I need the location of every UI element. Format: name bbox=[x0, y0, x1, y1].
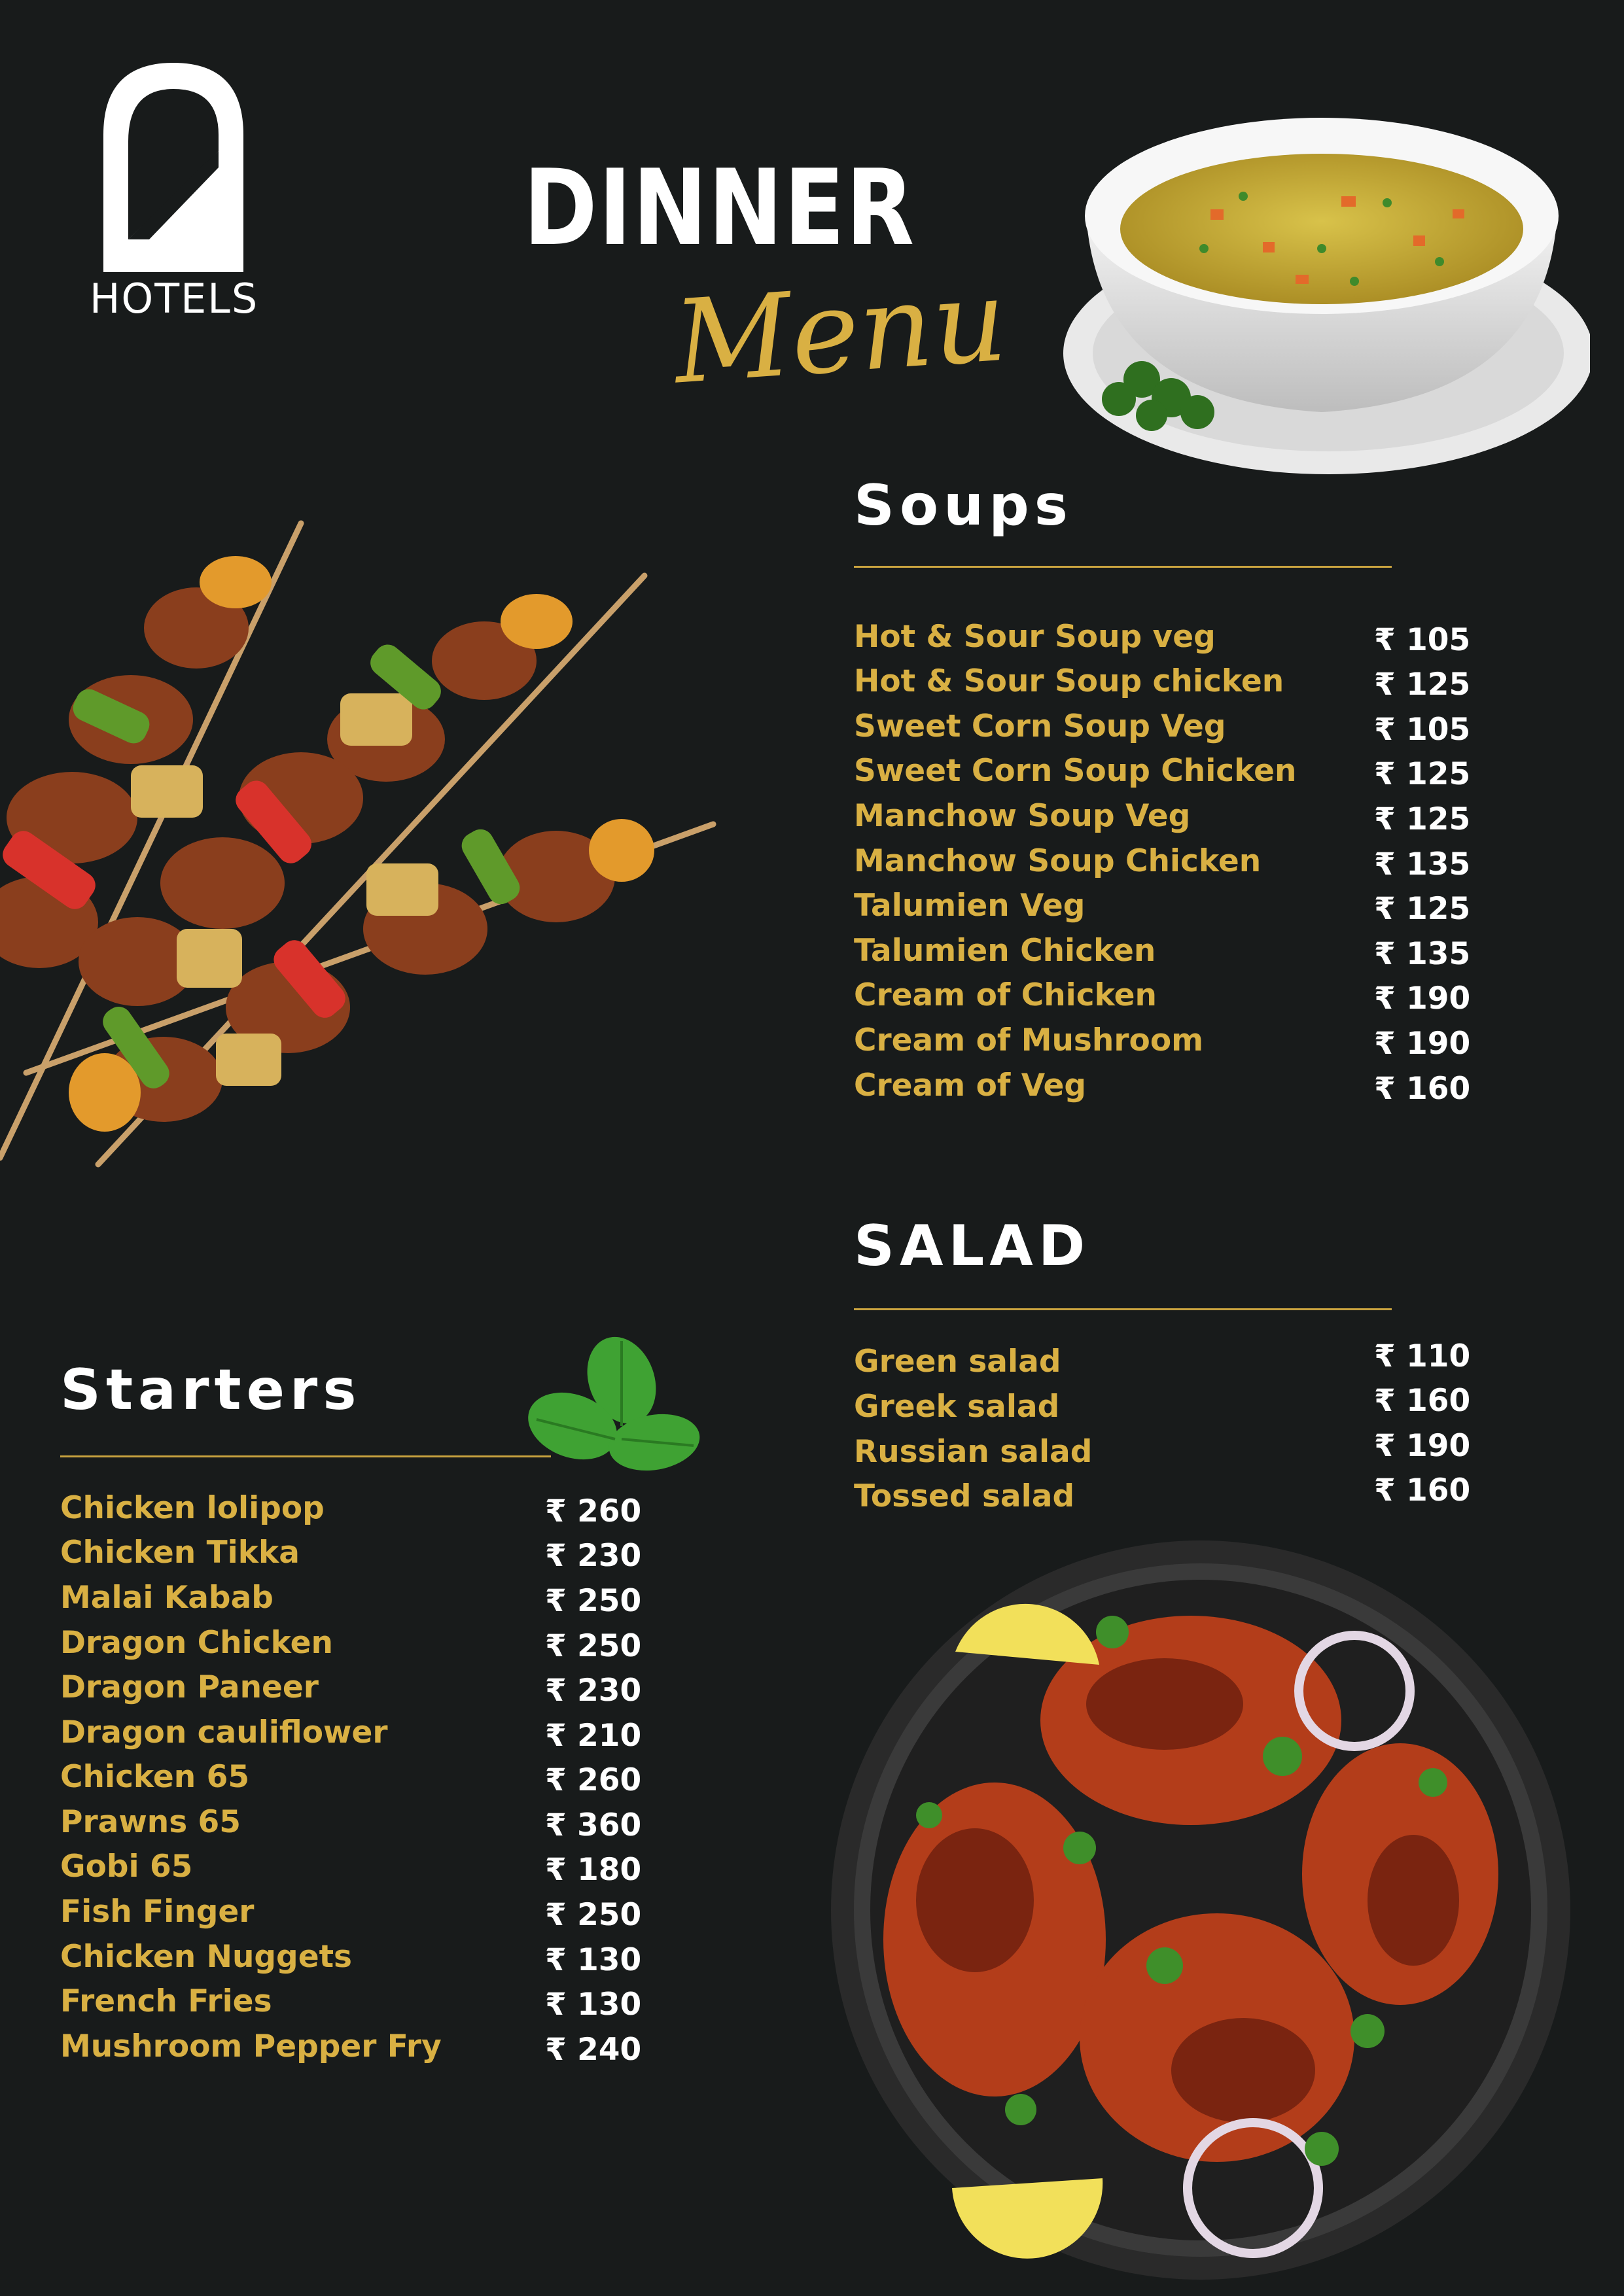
soup-item-name: Talumien Veg bbox=[854, 888, 1086, 924]
starter-item-price: ₹ 130 bbox=[545, 1942, 642, 1978]
soup-item-price: ₹ 125 bbox=[1374, 756, 1471, 792]
soup-item-price: ₹ 190 bbox=[1374, 981, 1471, 1017]
soup-item-name: Cream of Veg bbox=[854, 1068, 1087, 1104]
starter-item-price: ₹ 260 bbox=[545, 1762, 642, 1798]
kebab-skewers-image bbox=[0, 510, 726, 1204]
soup-item-price: ₹ 105 bbox=[1374, 622, 1471, 658]
starter-item-name: Prawns 65 bbox=[60, 1804, 241, 1840]
salad-item-name: Green salad bbox=[854, 1344, 1061, 1380]
soup-item-name: Cream of Chicken bbox=[854, 977, 1157, 1013]
soup-item-name: Sweet Corn Soup Veg bbox=[854, 708, 1226, 744]
starter-item-name: Chicken Tikka bbox=[60, 1535, 300, 1571]
soup-item-name: Hot & Sour Soup veg bbox=[854, 619, 1216, 655]
salad-item-name: Tossed salad bbox=[854, 1478, 1075, 1514]
salad-item-name: Greek salad bbox=[854, 1389, 1060, 1425]
starter-item-price: ₹ 250 bbox=[545, 1897, 642, 1933]
salad-heading: SALAD bbox=[854, 1213, 1091, 1279]
soup-item-name: Cream of Mushroom bbox=[854, 1022, 1204, 1058]
salad-item-price: ₹ 160 bbox=[1374, 1383, 1471, 1419]
tandoori-chicken-image bbox=[824, 1534, 1577, 2286]
soup-item-name: Manchow Soup Chicken bbox=[854, 843, 1262, 879]
page-title: DINNER bbox=[523, 147, 915, 269]
soup-item-name: Hot & Sour Soup chicken bbox=[854, 663, 1284, 699]
starter-item-price: ₹ 250 bbox=[545, 1583, 642, 1619]
starter-item-price: ₹ 130 bbox=[545, 1987, 642, 2023]
soups-divider bbox=[854, 566, 1392, 568]
soups-heading: Soups bbox=[854, 473, 1073, 538]
starter-item-name: Chicken 65 bbox=[60, 1759, 250, 1795]
starter-item-name: Malai Kabab bbox=[60, 1580, 274, 1616]
soup-bowl-image bbox=[1047, 85, 1590, 497]
soup-item-price: ₹ 135 bbox=[1374, 936, 1471, 972]
starter-item-name: Chicken lolipop bbox=[60, 1490, 325, 1526]
soup-item-price: ₹ 190 bbox=[1374, 1026, 1471, 1062]
starter-item-name: Mushroom Pepper Fry bbox=[60, 2028, 442, 2064]
salad-item-price: ₹ 110 bbox=[1374, 1338, 1471, 1374]
soup-item-name: Sweet Corn Soup Chicken bbox=[854, 753, 1297, 789]
starter-item-name: Chicken Nuggets bbox=[60, 1939, 353, 1975]
starter-item-name: French Fries bbox=[60, 1983, 272, 2019]
starter-item-price: ₹ 230 bbox=[545, 1673, 642, 1709]
starters-divider bbox=[60, 1455, 551, 1457]
soup-item-price: ₹ 160 bbox=[1374, 1071, 1471, 1107]
salad-item-price: ₹ 160 bbox=[1374, 1472, 1471, 1508]
soup-item-price: ₹ 125 bbox=[1374, 891, 1471, 927]
salad-item-name: Russian salad bbox=[854, 1434, 1093, 1470]
starter-item-price: ₹ 240 bbox=[545, 2032, 642, 2068]
salad-item-price: ₹ 190 bbox=[1374, 1428, 1471, 1464]
starter-item-name: Dragon cauliflower bbox=[60, 1714, 388, 1750]
page-subtitle: Menu bbox=[669, 254, 1011, 410]
starter-item-price: ₹ 250 bbox=[545, 1628, 642, 1664]
soup-item-name: Manchow Soup Veg bbox=[854, 798, 1191, 834]
hotel-logo-icon bbox=[84, 63, 263, 272]
starters-heading: Starters bbox=[60, 1357, 362, 1423]
logo-text: HOTELS bbox=[89, 275, 259, 322]
starter-item-price: ₹ 360 bbox=[545, 1807, 642, 1843]
starter-item-name: Dragon Chicken bbox=[60, 1625, 333, 1661]
starter-item-price: ₹ 230 bbox=[545, 1538, 642, 1574]
starter-item-price: ₹ 180 bbox=[545, 1852, 642, 1888]
soup-item-name: Talumien Chicken bbox=[854, 933, 1156, 969]
soup-item-price: ₹ 125 bbox=[1374, 667, 1471, 703]
starter-item-price: ₹ 260 bbox=[545, 1493, 642, 1529]
soup-item-price: ₹ 135 bbox=[1374, 846, 1471, 882]
soup-item-price: ₹ 105 bbox=[1374, 712, 1471, 748]
salad-divider bbox=[854, 1308, 1392, 1310]
soup-item-price: ₹ 125 bbox=[1374, 801, 1471, 837]
starter-item-price: ₹ 210 bbox=[545, 1718, 642, 1754]
starter-item-name: Gobi 65 bbox=[60, 1849, 193, 1885]
starter-item-name: Dragon Paneer bbox=[60, 1669, 319, 1705]
starter-item-name: Fish Finger bbox=[60, 1894, 255, 1930]
